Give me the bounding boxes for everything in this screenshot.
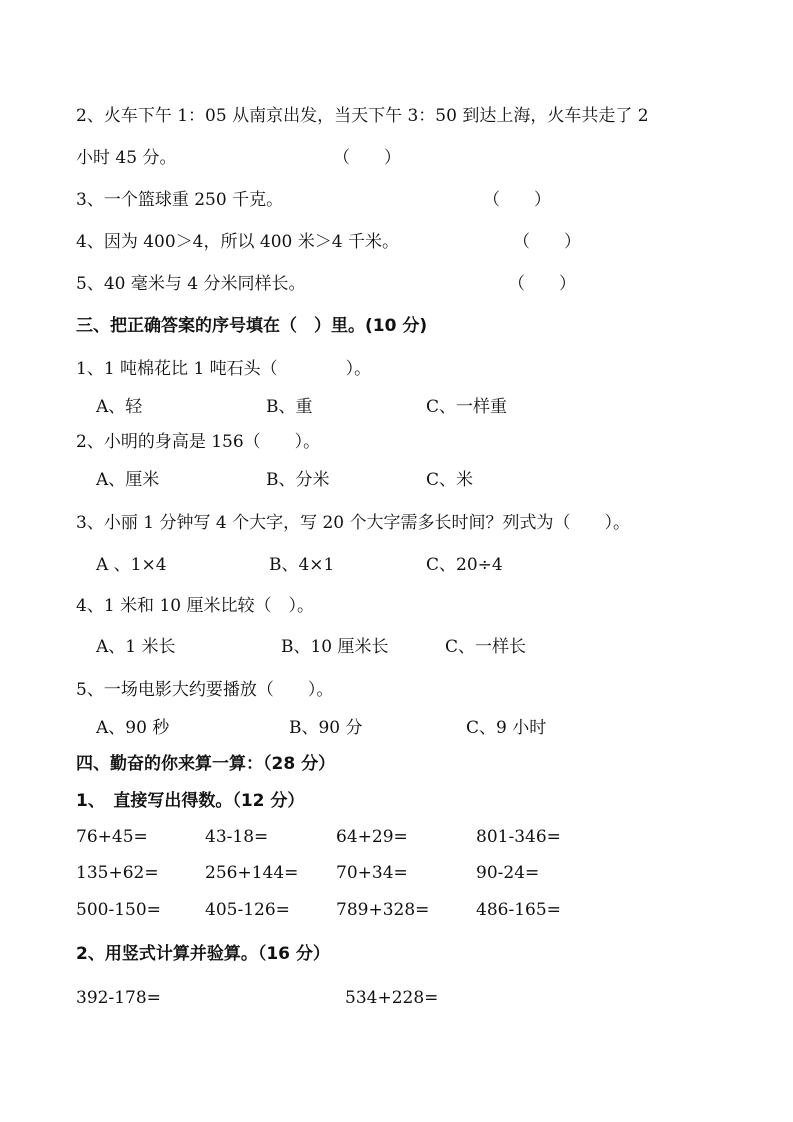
mc-q3-option-c[interactable]: C、20÷4 bbox=[426, 555, 503, 575]
calc-r1-c4: 801-346= bbox=[476, 827, 561, 847]
mc-q2-option-a[interactable]: A、厘米 bbox=[96, 470, 160, 490]
calc-r2-c2: 256+144= bbox=[205, 863, 299, 883]
section4-sub2-heading: 2、用竖式计算并验算。（16 分） bbox=[76, 944, 330, 964]
judge-q2-line2: 小时 45 分。 bbox=[76, 148, 177, 168]
section4-heading: 四、勤奋的你来算一算：（28 分） bbox=[76, 754, 336, 774]
calc-r1-c3: 64+29= bbox=[336, 827, 408, 847]
judge-q5: 5、40 毫米与 4 分米同样长。 bbox=[76, 274, 306, 294]
mc-q5-option-a[interactable]: A、90 秒 bbox=[96, 718, 170, 738]
mc-q3: 3、小丽 1 分钟写 4 个大字，写 20 个大字需多长时间？列式为（ ）。 bbox=[76, 513, 631, 533]
section4-sub1-heading: 1、 直接写出得数。（12 分） bbox=[76, 791, 305, 811]
mc-q1: 1、1 吨棉花比 1 吨石头（ ）。 bbox=[76, 359, 372, 379]
judge-q3: 3、一个篮球重 250 千克。 bbox=[76, 190, 284, 210]
mc-q5-option-b[interactable]: B、90 分 bbox=[289, 718, 363, 738]
section3-heading: 三、把正确答案的序号填在（ ）里。(10 分) bbox=[76, 316, 428, 336]
mc-q1-option-c[interactable]: C、一样重 bbox=[426, 397, 508, 417]
mc-q3-option-b[interactable]: B、4×1 bbox=[269, 555, 335, 575]
mc-q5: 5、一场电影大约要播放（ ）。 bbox=[76, 680, 334, 700]
calc-r3-c3: 789+328= bbox=[336, 900, 430, 920]
mc-q2-option-c[interactable]: C、米 bbox=[426, 470, 474, 490]
calc-r3-c1: 500-150= bbox=[76, 900, 161, 920]
calc-r3-c2: 405-126= bbox=[205, 900, 290, 920]
calc-r2-c4: 90-24= bbox=[476, 863, 540, 883]
mc-q1-option-a[interactable]: A、轻 bbox=[96, 397, 143, 417]
vertical-calc-2: 534+228= bbox=[345, 988, 439, 1008]
judge-q4-answer-paren[interactable]: （ ） bbox=[513, 232, 581, 252]
judge-q5-answer-paren[interactable]: （ ） bbox=[508, 274, 576, 294]
calc-r3-c4: 486-165= bbox=[476, 900, 561, 920]
judge-q2-line1: 2、火车下午 1：05 从南京出发，当天下午 3：50 到达上海，火车共走了 2 bbox=[76, 106, 649, 126]
mc-q5-option-c[interactable]: C、9 小时 bbox=[466, 718, 547, 738]
calc-r1-c1: 76+45= bbox=[76, 827, 148, 847]
calc-r2-c3: 70+34= bbox=[336, 863, 408, 883]
mc-q4-option-b[interactable]: B、10 厘米长 bbox=[281, 637, 389, 657]
calc-r1-c2: 43-18= bbox=[205, 827, 269, 847]
judge-q2-answer-paren[interactable]: （ ） bbox=[333, 148, 401, 168]
mc-q4-option-a[interactable]: A、1 米长 bbox=[96, 637, 176, 657]
calc-r2-c1: 135+62= bbox=[76, 863, 159, 883]
mc-q2-option-b[interactable]: B、分米 bbox=[266, 470, 330, 490]
judge-q3-answer-paren[interactable]: （ ） bbox=[483, 190, 551, 210]
mc-q2: 2、小明的身高是 156（ ）。 bbox=[76, 432, 321, 452]
mc-q3-option-a[interactable]: A 、1×4 bbox=[96, 555, 167, 575]
vertical-calc-1: 392-178= bbox=[76, 988, 161, 1008]
mc-q1-option-b[interactable]: B、重 bbox=[266, 397, 313, 417]
judge-q4: 4、因为 400＞4，所以 400 米＞4 千米。 bbox=[76, 232, 399, 252]
mc-q4-option-c[interactable]: C、一样长 bbox=[445, 637, 527, 657]
mc-q4: 4、1 米和 10 厘米比较（ ）。 bbox=[76, 596, 314, 616]
